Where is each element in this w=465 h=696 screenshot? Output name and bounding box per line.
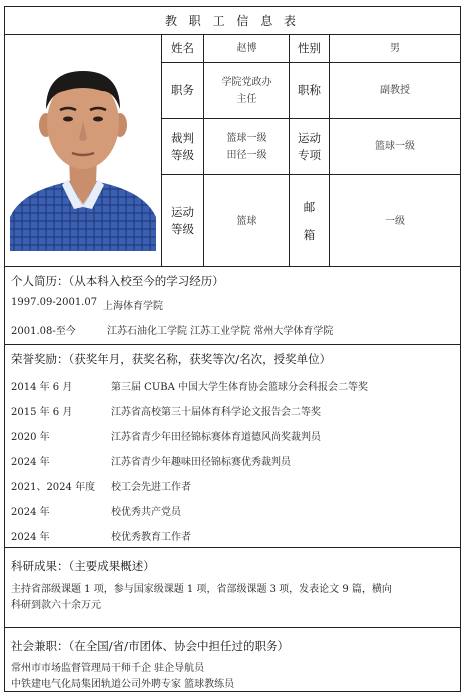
award-item <box>11 503 181 518</box>
awards-section <box>5 345 460 548</box>
referee-label <box>162 119 204 175</box>
research-line-2: 科研到款六十余万元 <box>11 600 101 611</box>
award-item <box>11 478 191 493</box>
research-heading: 科研成果：（主要成果概述） <box>11 559 155 573</box>
award-date: 2024 年 <box>11 532 50 543</box>
gender-value: 男 <box>330 35 460 63</box>
resume-text: 江苏石油化工学院 江苏工业学院 常州大学体育学院 <box>107 326 334 337</box>
post-value-line1: 学院党政办 <box>221 76 272 88</box>
referee-value-line2: 田径一级 <box>226 149 267 161</box>
athlete-label-line1: 运动 <box>171 205 194 219</box>
award-item <box>11 428 321 443</box>
resume-item <box>11 322 334 337</box>
awards-heading: 荣誉奖励：（获奖年月，获奖名称，获奖等次/名次，授奖单位） <box>11 352 332 366</box>
athlete-label <box>162 175 204 267</box>
referee-value <box>204 119 290 175</box>
sport-spec-label-line2: 专项 <box>298 147 321 162</box>
sport-spec-label-line1: 运动 <box>298 130 321 145</box>
social-line-1: 常州市市场监督管理局干师千企 驻企导航员 <box>11 663 205 674</box>
award-date: 2020 年 <box>11 432 50 443</box>
rank-label: 职称 <box>290 63 330 119</box>
social-line-2: 中铁建电气化局集团轨道公司外聘专家 篮球教练员 <box>11 679 235 690</box>
portrait-image <box>10 57 156 251</box>
award-text: 校优秀教育工作者 <box>111 532 191 543</box>
post-value-line2: 主任 <box>236 93 257 105</box>
award-date: 2014 年 6 月 <box>11 382 73 393</box>
referee-value-line1: 篮球一级 <box>226 132 267 144</box>
resume-item <box>11 297 163 312</box>
referee-label-line1: 裁判 <box>171 130 194 145</box>
award-text: 江苏省青少年田径锦标赛体育道德风尚奖裁判员 <box>111 432 321 443</box>
award-item <box>11 378 369 393</box>
resume-date: 2001.08-至今 <box>11 326 76 337</box>
award-date: 2024 年 <box>11 457 50 468</box>
award-text: 第三届 CUBA 中国大学生体育协会篮球分会科报会二等奖 <box>111 382 369 393</box>
staff-info-sheet <box>4 6 461 692</box>
award-item <box>11 453 291 468</box>
sheet-title: 教 职 工 信 息 表 <box>5 7 460 35</box>
sport-spec-label <box>290 119 330 175</box>
name-label: 姓名 <box>162 35 204 63</box>
mail-value: 一级 <box>385 215 405 227</box>
award-date: 2024 年 <box>11 507 50 518</box>
athlete-value: 篮球 <box>204 175 290 267</box>
post-label: 职务 <box>162 63 204 119</box>
post-value <box>204 63 290 119</box>
rank-value: 副教授 <box>330 63 460 119</box>
resume-text: 上海体育学院 <box>103 301 163 312</box>
social-heading: 社会兼职：（在全国/省/市团体、协会中担任过的职务） <box>11 639 289 653</box>
award-item <box>11 528 191 543</box>
portrait-photo <box>10 57 156 251</box>
social-section <box>5 628 460 691</box>
award-text: 校优秀共产党员 <box>111 507 181 518</box>
resume-heading: 个人简历：（从本科入校至今的学习经历） <box>11 274 224 288</box>
resume-date: 1997.09-2001.07 <box>11 297 98 308</box>
award-date: 2021、2024 年度 <box>11 482 96 493</box>
award-date: 2015 年 6 月 <box>11 407 73 418</box>
sport-spec-value: 篮球一级 <box>330 119 460 175</box>
award-text: 校工会先进工作者 <box>111 482 191 493</box>
mail-label-line1: 邮 <box>303 200 316 214</box>
athlete-label-line2: 等级 <box>171 222 194 236</box>
award-text: 江苏省高校第三十届体育科学论文报告会二等奖 <box>111 407 321 418</box>
basic-info-grid <box>5 35 460 267</box>
award-text: 江苏省青少年趣味田径锦标赛优秀裁判员 <box>111 457 291 468</box>
award-item <box>11 403 321 418</box>
name-value: 赵博 <box>204 35 290 63</box>
photo-cell <box>5 35 162 267</box>
mail-label-line2: 箱 <box>303 228 316 242</box>
research-section <box>5 548 460 628</box>
referee-label-line2: 等级 <box>171 147 194 162</box>
research-line-1: 主持省部级课题 1 项，参与国家级课题 1 项，省部级课题 3 项，发表论文 9 篇，横向 <box>11 584 392 595</box>
resume-section <box>5 267 460 345</box>
mail-label <box>290 175 330 267</box>
gender-label: 性别 <box>290 35 330 63</box>
